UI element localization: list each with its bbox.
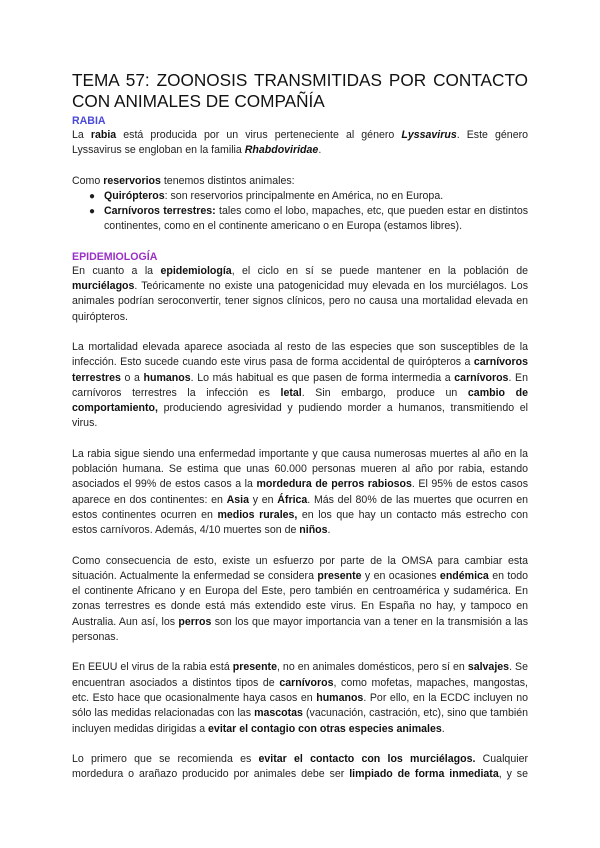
text-run: : son reservorios principalmente en América, no en Europa. (164, 189, 444, 202)
bold-text-run: Asia (226, 493, 250, 506)
bold-text-run: mascotas (254, 707, 303, 720)
text-run: Como consecuencia de esto, existe un esfuerzo por parte de la OMSA para cambiar esta situación. Actualmente la enfermedad se considera (72, 554, 528, 582)
text-run: . Este género Lyssavirus se engloban en la familia (72, 129, 529, 157)
bold-text-run: humanos (316, 691, 364, 704)
bold-text-run: endémica (439, 569, 489, 582)
bullet-icon: ● (89, 190, 96, 202)
bold-text-run: África (277, 493, 308, 506)
text-run: . Teóricamente no existe una patogenicidad muy elevada en los murciélagos. Los animales podrían seroconvertir, tener signos clínicos, pero no causa una mortalidad elevada en quirópteros. (72, 280, 528, 323)
section-heading-rabia: RABIA (72, 115, 106, 127)
bold-text-run: limpiado de forma inmediata (349, 768, 499, 781)
text-run: y en (249, 493, 278, 506)
bold-text-run: carnívoros (279, 676, 334, 689)
paragraph-reservorios (72, 174, 528, 189)
paragraph-rabia-humanos (72, 447, 528, 539)
text-run: . Por ello, en la ECDC incluyen no sólo las medidas relacionadas con las (72, 691, 528, 720)
reservorios-list (72, 189, 528, 235)
bold-text-run: presente (232, 661, 277, 674)
bold-text-run: evitar el contagio con otras especies animales (208, 722, 442, 735)
bold-text-run: cambio de comportamiento, (72, 386, 528, 415)
text-run: La rabia sigue siendo una enfermedad importante y que causa numerosas muertes al año en la población humana. Se estima que unas 60.000 personas mueren al año por rabia, estando asociados el 99% de estos casos a la (72, 447, 528, 491)
text-run: . En carnívoros terrestres la infección es (72, 371, 528, 399)
paragraph-mortalidad (72, 340, 528, 432)
text-run: . Se encuentran asociados a distintos tipos de (72, 661, 528, 689)
list-item (89, 204, 529, 235)
text-run: La mortalidad elevada aparece asociada al resto de las especies que son susceptibles de la infección. Esto sucede cuando este virus pasa de forma accidental de quirópteros a (72, 340, 528, 369)
text-run: (vacunación, castración, etc), sino que también incluyen medidas dirigidas a (72, 707, 528, 735)
text-run: . (327, 524, 331, 537)
text-run: , el ciclo en sí se puede mantener en la población de (231, 264, 528, 277)
bold-text-run: salvajes (467, 661, 510, 674)
paragraph-recomendaciones (72, 752, 528, 783)
bold-text-run: medios rurales, (217, 508, 298, 521)
bold-text-run: murciélagos (72, 280, 135, 293)
paragraph-eeuu (72, 660, 528, 736)
bold-text-run: humanos (143, 371, 191, 384)
text-run: . Lo más habitual es que pasen de forma intermedia a (190, 371, 455, 384)
bold-text-run: Carnívoros terrestres: (104, 205, 216, 218)
bold-text-run: carnívoros terrestres (72, 356, 528, 384)
text-run: La (72, 129, 91, 141)
section-heading-epidemiologia: EPIDEMIOLOGÍA (72, 250, 158, 263)
bold-text-run: evitar el contacto con los murciélagos. (258, 752, 476, 765)
document-title: TEMA 57: ZOONOSIS TRANSMITIDAS POR CONTACTO CON ANIMALES DE COMPAÑÍA (72, 70, 528, 111)
text-run: En cuanto a la (72, 264, 161, 277)
text-run: Como (72, 174, 104, 187)
bold-text-run: rabia (90, 129, 117, 141)
text-run: . (441, 722, 445, 735)
text-run: y en ocasiones (361, 569, 440, 582)
bold-text-run: mordedura de perros rabiosos (256, 478, 412, 491)
bold-text-run: Rhabdoviridae (244, 144, 319, 157)
text-run: en todo el continente Africano y en Europa del Este, pero también en centroamérica y sudamérica. En zonas terrestres es donde está más extendido este virus. En España no hay, y tampoco en Australia. Aun así, los (72, 569, 528, 628)
document-body (72, 70, 528, 782)
list-item (89, 189, 528, 204)
list-item-text (104, 190, 443, 202)
text-run: o a (120, 371, 144, 384)
text-run: , no en animales domésticos, pero sí en (276, 661, 468, 674)
paragraph-epidemiologia (72, 264, 528, 325)
text-run: . El 95% de estos casos aparece en dos continentes: en (72, 478, 528, 506)
paragraph-omsa (72, 554, 528, 646)
text-run: . Más del 80% de las muertes que ocurren en estos continentes ocurren en (72, 493, 528, 521)
text-run: . Sin embargo, produce un (301, 386, 468, 399)
bold-text-run: niños (299, 524, 328, 537)
text-run: Cualquier mordedura o arañazo producido por animales debe ser (72, 752, 528, 781)
text-run: En EEUU el virus de la rabia está (72, 661, 233, 674)
bold-text-run: presente (317, 569, 362, 582)
text-run: tenemos distintos animales: (160, 174, 295, 187)
bold-text-run: Quirópteros (104, 189, 165, 202)
text-run: . (318, 144, 322, 157)
paragraph-rabia-intro (72, 128, 528, 159)
text-run: , como mofetas, mapaches, mangostas, etc. Esto hace que ocasionalmente haya casos en (72, 676, 528, 704)
bold-text-run: perros (178, 615, 212, 628)
bold-text-run: Lyssavirus (401, 129, 457, 141)
bullet-icon: ● (89, 206, 96, 218)
bold-text-run: epidemiología (160, 264, 232, 277)
bold-text-run: reservorios (103, 174, 161, 187)
text-run: produciendo agresividad y pudiendo morder a humanos, transmitiendo el virus. (72, 402, 528, 430)
text-run: tales como el lobo, mapaches, etc, que pueden estar en distintos continentes, como en el continente americano o en Europa (estamos libres). (104, 205, 529, 233)
text-run: Lo primero que se recomienda es (72, 752, 259, 765)
text-run: en los que hay un contacto más estrecho con estos carnívoros. Además, 4/10 muertes son de (72, 508, 528, 537)
bold-text-run: letal (280, 386, 302, 399)
bold-text-run: carnívoros (454, 371, 509, 384)
text-run: , y se (498, 768, 528, 781)
text-run: son los que mayor importancia van a tener en la transmisión a las personas. (72, 615, 528, 644)
list-item-text (104, 205, 528, 232)
text-run: está producida por un virus perteneciente al género (116, 129, 402, 141)
